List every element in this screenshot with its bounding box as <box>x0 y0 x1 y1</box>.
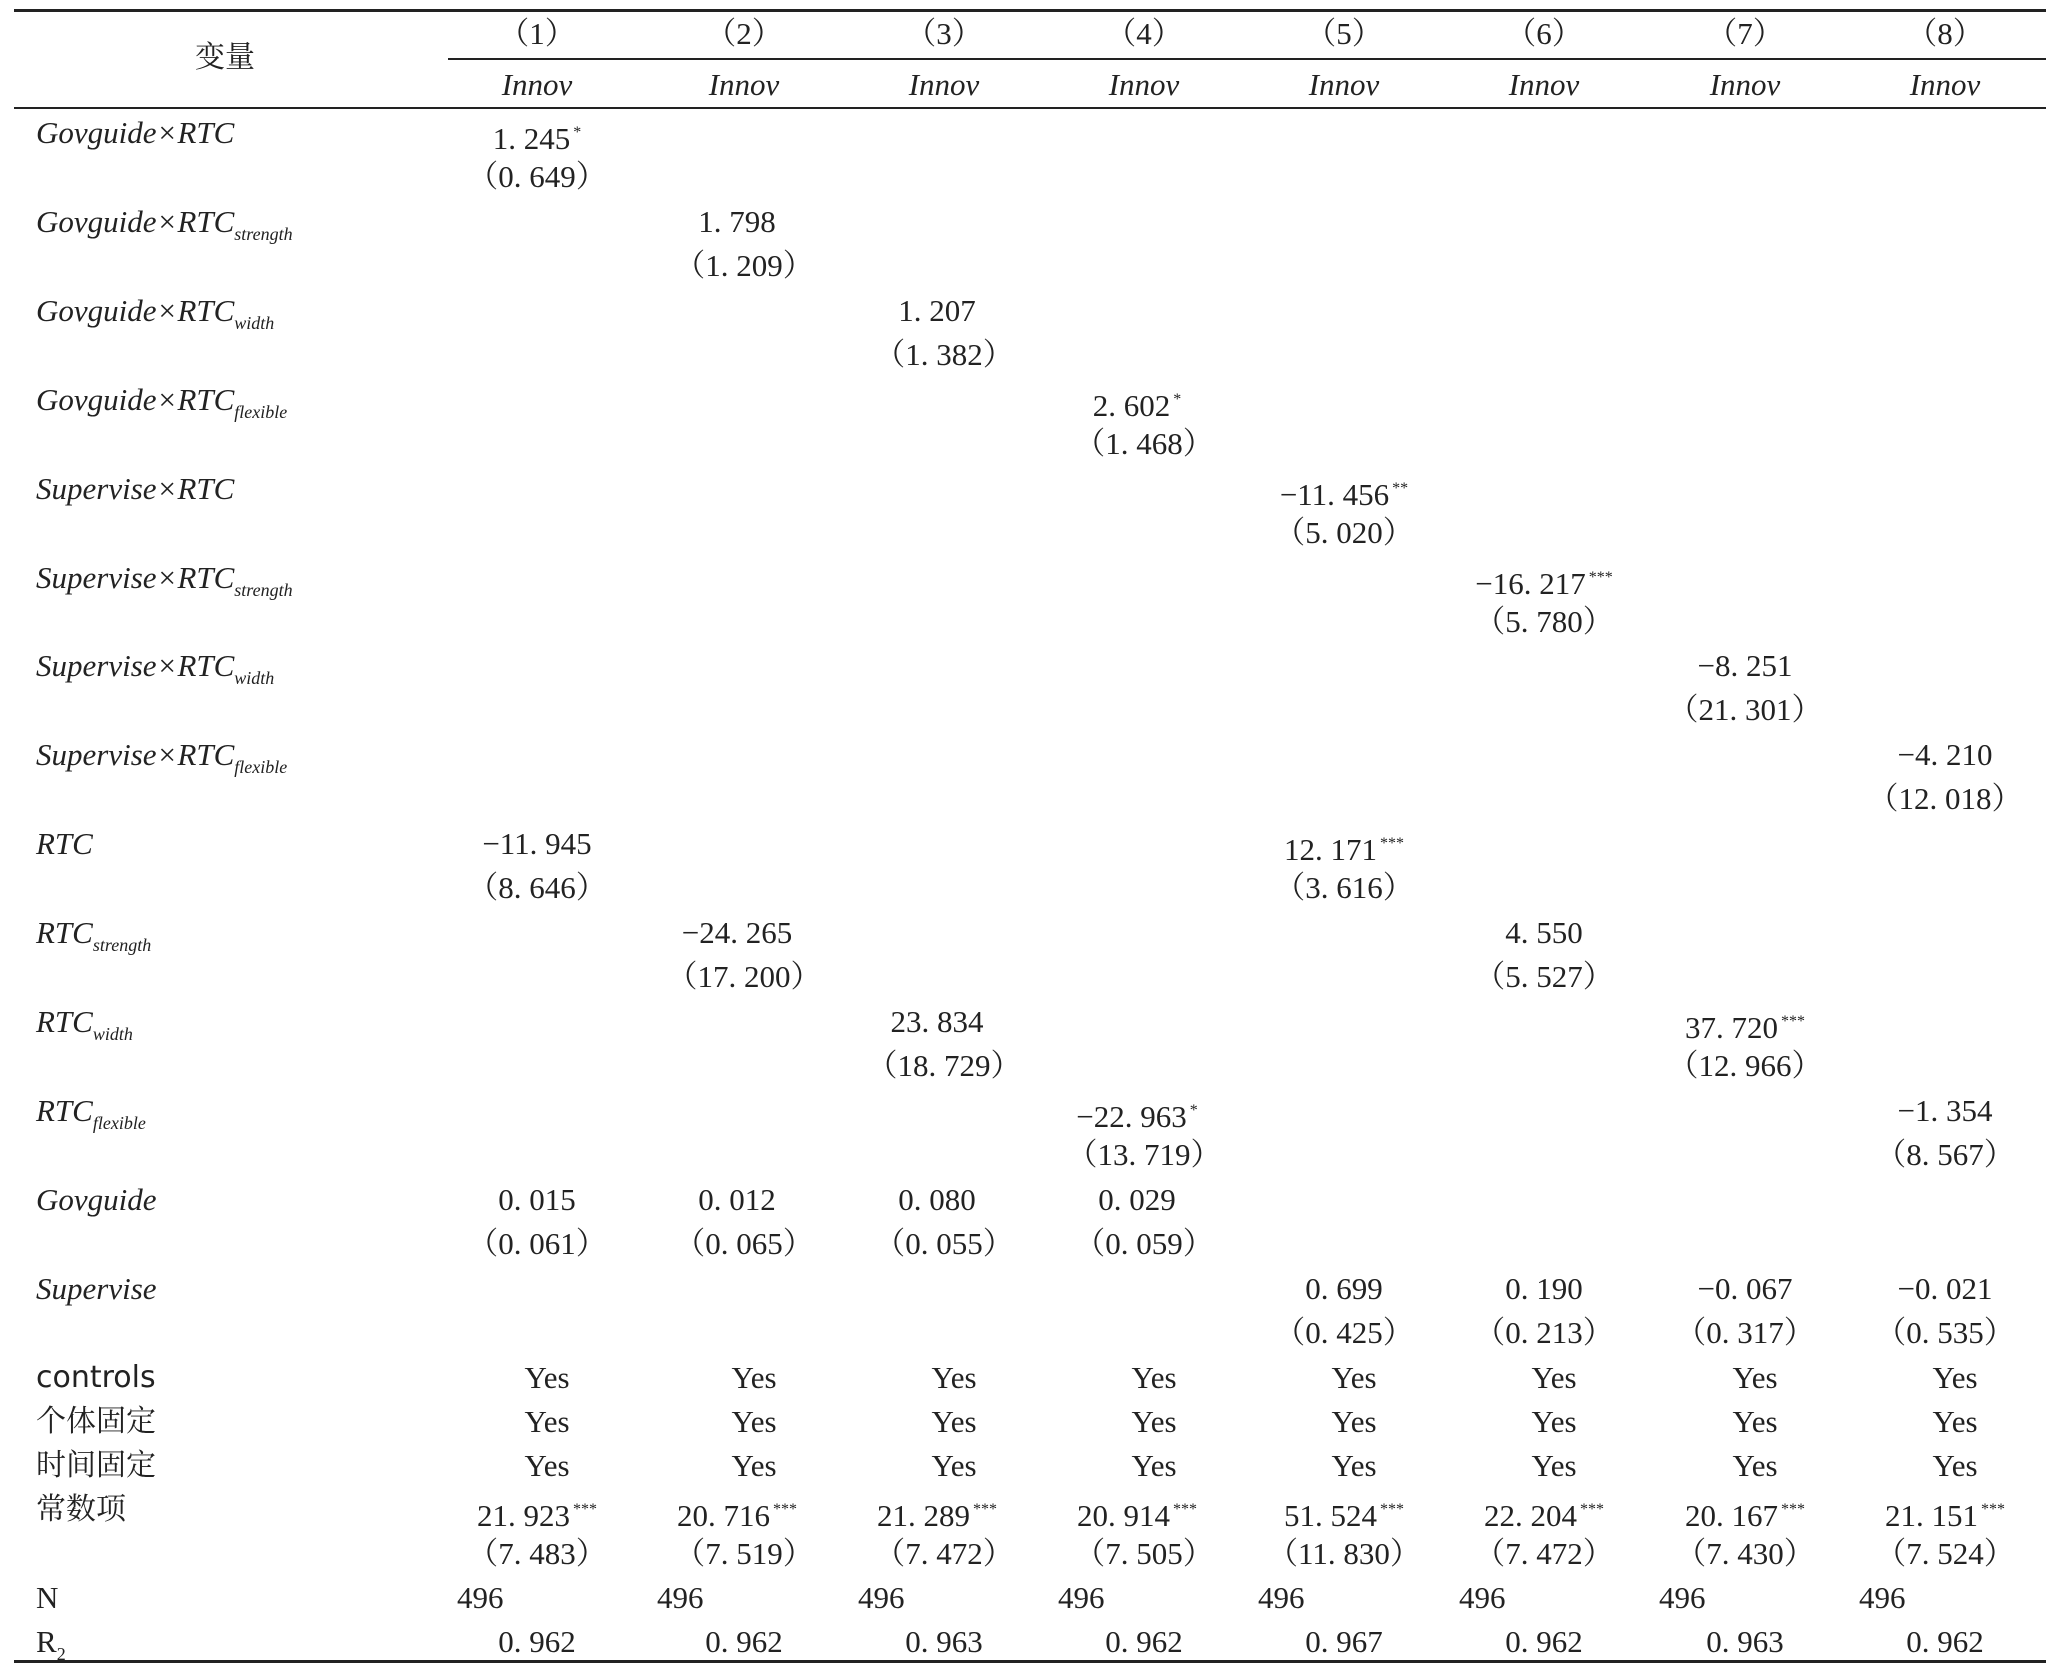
indicator-cell: Yes <box>1732 1448 1778 1483</box>
standard-error-cell: （12. 966） <box>1667 1048 1823 1083</box>
coefficient-cell <box>997 1180 1277 1220</box>
indicator-cell: Yes <box>1131 1360 1177 1395</box>
row-label <box>36 202 293 254</box>
standard-error-cell: （13. 719） <box>1066 1136 1222 1172</box>
coefficient-cell <box>1204 824 1484 870</box>
indicator-cell: Yes <box>931 1448 977 1483</box>
standard-error-cell: （7. 472） <box>874 1536 1014 1571</box>
row-label: 时间固定 <box>36 1448 156 1483</box>
row-label <box>36 1091 146 1143</box>
row-label <box>36 291 274 343</box>
significance-stars: *** <box>773 1501 797 1518</box>
indicator-cell: Yes <box>1932 1404 1978 1439</box>
coefficient-value: 21. 289 <box>877 1498 970 1533</box>
coefficient-value: −11. 945 <box>482 826 592 862</box>
row-label-subscript: width <box>234 668 275 689</box>
coefficient-value: 22. 204 <box>1484 1498 1577 1533</box>
indicator-cell: Yes <box>1131 1404 1177 1439</box>
r-squared-value: 0. 962 <box>498 1624 576 1659</box>
row-label-subscript: flexible <box>92 1112 146 1133</box>
dependent-variable-header: Innov <box>708 67 780 102</box>
standard-error-cell: （1. 382） <box>874 336 1014 372</box>
standard-error-cell: （21. 301） <box>1667 692 1823 728</box>
coefficient-value: 21. 923 <box>477 1498 570 1533</box>
indicator-cell: Yes <box>731 1360 777 1395</box>
coefficient-value: −0. 021 <box>1897 1270 1993 1306</box>
coefficient-value: −1. 354 <box>1897 1092 1993 1128</box>
coefficient-cell <box>1605 1002 1885 1048</box>
standard-error-cell: （8. 646） <box>467 870 607 906</box>
coefficient-cell <box>1805 735 2048 775</box>
significance-stars: *** <box>1380 1501 1404 1518</box>
coefficient-value: 21. 151 <box>1885 1498 1978 1533</box>
row-label: controls <box>36 1360 156 1395</box>
row-label-main: RTC <box>36 1004 93 1039</box>
dependent-variable-header: Innov <box>1709 67 1781 102</box>
row-label <box>36 735 287 787</box>
dependent-variable-header: Innov <box>1308 67 1380 102</box>
standard-error-cell: （0. 317） <box>1675 1314 1815 1350</box>
indicator-cell: Yes <box>524 1360 570 1395</box>
row-label-subscript: flexible <box>234 401 288 422</box>
coefficient-cell <box>1404 558 1684 604</box>
coefficient-value: −22. 963 <box>1076 1098 1187 1134</box>
coefficient-value: 1. 207 <box>898 292 976 328</box>
row-label-main: RTC <box>36 915 93 951</box>
coefficient-value: −16. 217 <box>1475 565 1586 601</box>
indicator-cell: Yes <box>931 1404 977 1439</box>
coefficient-value: −8. 251 <box>1697 648 1793 684</box>
standard-error-cell: （18. 729） <box>866 1048 1022 1083</box>
standard-error-cell: （12. 018） <box>1867 781 2023 817</box>
coefficient-value: 0. 015 <box>498 1181 576 1217</box>
standard-error-cell: （0. 535） <box>1875 1314 2015 1350</box>
standard-error-cell: （1. 209） <box>674 247 814 283</box>
significance-stars: *** <box>1781 1501 1805 1518</box>
column-number-header: （7） <box>1706 16 1784 51</box>
coefficient-cell <box>1404 913 1684 953</box>
significance-stars: *** <box>1781 1013 1805 1030</box>
observation-count: 496 <box>1459 1580 1506 1615</box>
coefficient-cell <box>1805 1490 2048 1536</box>
coefficient-cell <box>397 824 677 864</box>
row-label-main: Supervise×RTC <box>36 559 235 595</box>
significance-stars: * <box>1173 390 1182 408</box>
significance-stars: *** <box>1380 835 1404 853</box>
coefficient-value: −24. 265 <box>681 915 793 951</box>
coefficient-value: 1. 245 <box>492 121 571 156</box>
row-label: N <box>36 1580 59 1615</box>
significance-stars: * <box>573 124 582 141</box>
indicator-cell: Yes <box>1531 1360 1577 1395</box>
r-squared-value: 0. 963 <box>905 1624 983 1659</box>
significance-stars: * <box>1189 1101 1198 1119</box>
row-label-main: RTC <box>36 1092 93 1128</box>
row-label <box>36 558 293 610</box>
standard-error-cell: （7. 524） <box>1875 1536 2015 1571</box>
standard-error-cell: （0. 065） <box>674 1225 814 1261</box>
indicator-cell: Yes <box>931 1360 977 1395</box>
indicator-cell: Yes <box>1331 1404 1377 1439</box>
standard-error-cell: （0. 059） <box>1074 1225 1214 1261</box>
column-number-header: （3） <box>905 16 983 51</box>
row-label-main: Supervise×RTC <box>36 648 235 684</box>
indicator-cell: Yes <box>1131 1448 1177 1483</box>
significance-stars: *** <box>1981 1501 2005 1518</box>
indicator-cell: Yes <box>1531 1448 1577 1483</box>
r-squared-value: 0. 967 <box>1305 1624 1383 1659</box>
row-label-main: Supervise×RTC <box>36 470 235 506</box>
standard-error-cell: （17. 200） <box>666 959 822 995</box>
coefficient-value: 2. 602 <box>1092 387 1171 423</box>
standard-error-cell: （0. 061） <box>467 1225 607 1261</box>
indicator-cell: Yes <box>1932 1360 1978 1395</box>
significance-stars: *** <box>1580 1501 1604 1518</box>
coefficient-value: −11. 456 <box>1279 476 1390 512</box>
coefficient-cell <box>1805 1091 2048 1131</box>
column-number-header: （5） <box>1305 16 1383 51</box>
observation-count: 496 <box>858 1580 905 1615</box>
row-label <box>36 113 234 153</box>
indicator-cell: Yes <box>1732 1360 1778 1395</box>
standard-error-cell: （8. 567） <box>1875 1136 2015 1172</box>
standard-error-cell: （0. 649） <box>467 159 607 194</box>
row-label <box>36 380 287 432</box>
indicator-cell: Yes <box>1531 1404 1577 1439</box>
r-squared-value: 0. 962 <box>705 1624 783 1659</box>
significance-stars: *** <box>1588 568 1613 586</box>
indicator-cell: Yes <box>524 1404 570 1439</box>
observation-count: 496 <box>457 1580 504 1615</box>
r-squared-value: 0. 962 <box>1105 1624 1183 1659</box>
coefficient-value: −4. 210 <box>1897 737 1993 773</box>
column-number-header: （4） <box>1105 16 1183 51</box>
dependent-variable-header: Innov <box>501 67 573 102</box>
row-label <box>36 824 93 864</box>
row-label <box>36 1002 133 1054</box>
row-label-subscript: strength <box>234 223 293 244</box>
column-number-header: （8） <box>1906 16 1984 51</box>
significance-stars: *** <box>573 1501 597 1518</box>
observation-count: 496 <box>1859 1580 1906 1615</box>
standard-error-cell: （7. 483） <box>467 1536 607 1571</box>
row-label <box>36 469 234 509</box>
row-label-main: RTC <box>36 826 93 862</box>
standard-error-cell: （7. 472） <box>1474 1536 1614 1571</box>
coefficient-cell <box>997 380 1277 426</box>
coefficient-value: 20. 167 <box>1685 1498 1778 1533</box>
standard-error-cell: （5. 780） <box>1474 603 1614 639</box>
row-label-subscript: flexible <box>234 757 288 778</box>
indicator-cell: Yes <box>524 1448 570 1483</box>
observation-count: 496 <box>1258 1580 1305 1615</box>
row-label <box>36 913 151 965</box>
indicator-cell: Yes <box>731 1404 777 1439</box>
row-label-main: Govguide×RTC <box>36 203 235 239</box>
column-number-header: （6） <box>1505 16 1583 51</box>
row-label-subscript: strength <box>92 935 152 956</box>
dependent-variable-header: Innov <box>908 67 980 102</box>
coefficient-value: −0. 067 <box>1697 1270 1793 1306</box>
row-label: 个体固定 <box>36 1404 156 1439</box>
row-label <box>36 1622 66 1674</box>
row-label-main: Govguide <box>36 1181 157 1217</box>
top-rule <box>14 9 2046 12</box>
standard-error-cell: （3. 616） <box>1274 870 1414 906</box>
row-label <box>36 1180 157 1220</box>
row-label-subscript: 2 <box>56 1644 66 1664</box>
coefficient-value: 51. 524 <box>1284 1498 1377 1533</box>
coefficient-cell <box>797 291 1077 331</box>
standard-error-cell: （7. 505） <box>1074 1536 1214 1571</box>
indicator-cell: Yes <box>1932 1448 1978 1483</box>
significance-stars: *** <box>1173 1501 1197 1518</box>
r-squared-value: 0. 962 <box>1906 1624 1984 1659</box>
r-squared-value: 0. 962 <box>1505 1624 1583 1659</box>
column-number-header: （2） <box>705 16 783 51</box>
standard-error-cell: （7. 430） <box>1675 1536 1815 1571</box>
row-label: 常数项 <box>36 1492 126 1527</box>
row-label-main: Govguide×RTC <box>36 292 235 328</box>
coefficient-value: 37. 720 <box>1685 1010 1778 1045</box>
indicator-cell: Yes <box>1331 1360 1377 1395</box>
coefficient-value: 0. 012 <box>698 1181 776 1217</box>
standard-error-cell: （5. 527） <box>1474 959 1614 995</box>
coefficient-cell <box>397 113 677 159</box>
row-label-main: Supervise×RTC <box>36 737 235 773</box>
row-label <box>36 1269 157 1309</box>
coefficient-cell <box>1805 1269 2048 1309</box>
observation-count: 496 <box>657 1580 704 1615</box>
coefficient-value: 0. 699 <box>1305 1270 1383 1306</box>
header-partial-rule <box>448 58 2046 60</box>
coefficient-value: 12. 171 <box>1284 832 1377 868</box>
coefficient-cell <box>597 202 877 242</box>
r-squared-value: 0. 963 <box>1706 1624 1784 1659</box>
standard-error-cell: （0. 213） <box>1474 1314 1614 1350</box>
row-label-main: R <box>36 1624 57 1659</box>
observation-count: 496 <box>1659 1580 1706 1615</box>
row-label-subscript: width <box>234 312 275 333</box>
dependent-variable-header: Innov <box>1909 67 1981 102</box>
standard-error-cell: （7. 519） <box>674 1536 814 1571</box>
column-number-header: （1） <box>498 16 576 51</box>
coefficient-value: 0. 190 <box>1505 1270 1583 1306</box>
row-label-main: Supervise <box>36 1270 157 1306</box>
indicator-cell: Yes <box>1732 1404 1778 1439</box>
significance-stars: *** <box>973 1501 997 1518</box>
row-label <box>36 646 274 698</box>
coefficient-cell <box>1605 646 1885 686</box>
indicator-cell: Yes <box>1331 1448 1377 1483</box>
coefficient-value: 20. 914 <box>1077 1498 1170 1533</box>
dependent-variable-header: Innov <box>1108 67 1180 102</box>
standard-error-cell: （11. 830） <box>1267 1536 1421 1571</box>
standard-error-cell: （5. 020） <box>1274 514 1414 550</box>
coefficient-value: 1. 798 <box>698 203 776 239</box>
indicator-cell: Yes <box>731 1448 777 1483</box>
observation-count: 496 <box>1058 1580 1105 1615</box>
coefficient-cell <box>1204 469 1484 515</box>
standard-error-cell: （0. 425） <box>1274 1314 1414 1350</box>
coefficient-cell <box>997 1091 1277 1137</box>
header-bottom-rule <box>14 107 2046 109</box>
coefficient-value: 0. 029 <box>1098 1181 1176 1217</box>
variable-header: 变量 <box>195 40 255 75</box>
coefficient-value: 20. 716 <box>677 1498 770 1533</box>
row-label-main: Govguide×RTC <box>36 381 235 417</box>
coefficient-value: 0. 080 <box>898 1181 976 1217</box>
significance-stars: ** <box>1392 479 1409 497</box>
row-label-main: Govguide×RTC <box>36 115 235 150</box>
row-label-subscript: strength <box>234 579 293 600</box>
coefficient-value: 23. 834 <box>890 1004 984 1039</box>
coefficient-cell <box>597 913 877 953</box>
standard-error-cell: （0. 055） <box>874 1225 1014 1261</box>
row-label-subscript: width <box>92 1024 133 1044</box>
coefficient-cell <box>797 1002 1077 1042</box>
dependent-variable-header: Innov <box>1508 67 1580 102</box>
standard-error-cell: （1. 468） <box>1074 425 1214 461</box>
coefficient-value: 4. 550 <box>1505 915 1583 951</box>
